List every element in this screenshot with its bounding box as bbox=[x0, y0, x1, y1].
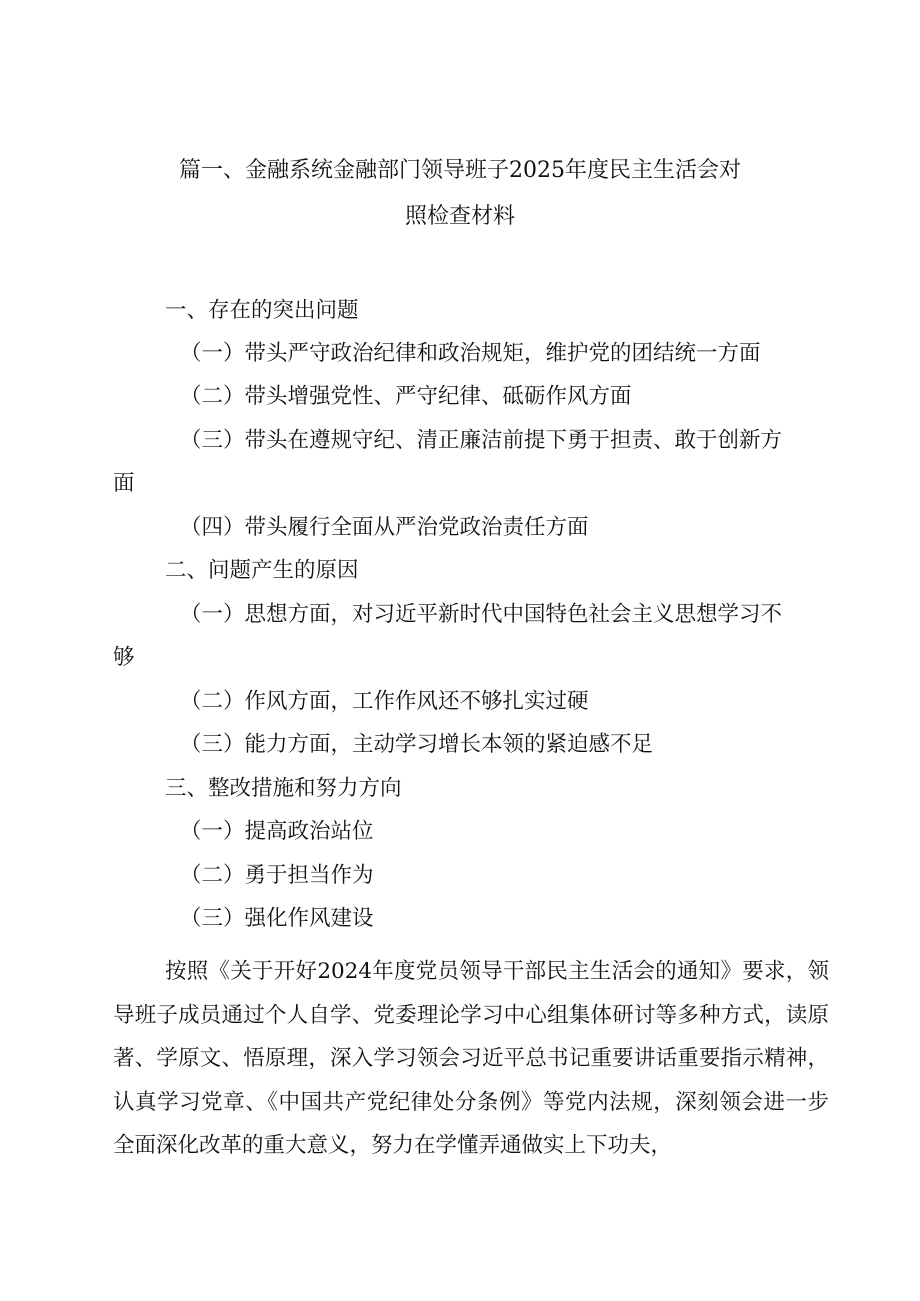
section-3-item-2: （二）勇于担当作为 bbox=[180, 863, 374, 888]
document-title-line-2: 照检查材料 bbox=[404, 204, 515, 229]
section-3-item-3: （三）强化作风建设 bbox=[180, 906, 374, 931]
section-1-item-2: （二）带头增强党性、严守纪律、砥砺作风方面 bbox=[180, 384, 632, 409]
section-1-item-3-continued: 面 bbox=[113, 471, 135, 496]
section-1-heading: 一、存在的突出问题 bbox=[165, 298, 359, 323]
document-title-line-1: 篇一、金融系统金融部门领导班子2025年度民主生活会对 bbox=[179, 158, 741, 183]
section-3-heading: 三、整改措施和努力方向 bbox=[165, 776, 402, 801]
section-2-item-1: （一）思想方面，对习近平新时代中国特色社会主义思想学习不 bbox=[180, 602, 783, 627]
body-paragraph: 按照《关于开好2024年度党员领导干部民主生活会的通知》要求，领导班子成员通过个人自学、党委理论学习中心组集体研讨等多种方式，读原著、学原文、悟原理，深入学习领会习近平总书记重要讲话重要指示精神，认真学习党章、《中国共产党纪律处分条例》等党内法规，深刻领会进一步全面深化改革的重大意义，努力在学懂弄通做实上下功夫， bbox=[113, 959, 829, 1158]
section-1-item-4: （四）带头履行全面从严治党政治责任方面 bbox=[180, 515, 589, 540]
section-1-item-1: （一）带头严守政治纪律和政治规矩，维护党的团结统一方面 bbox=[180, 341, 761, 366]
section-2-item-2: （二）作风方面，工作作风还不够扎实过硬 bbox=[180, 689, 589, 714]
section-1-item-3: （三）带头在遵规守纪、清正廉洁前提下勇于担责、敢于创新方 bbox=[180, 428, 783, 453]
section-2-heading: 二、问题产生的原因 bbox=[165, 558, 359, 583]
section-2-item-3: （三）能力方面，主动学习增长本领的紧迫感不足 bbox=[180, 732, 654, 757]
section-2-item-1-continued: 够 bbox=[113, 645, 135, 670]
section-3-item-1: （一）提高政治站位 bbox=[180, 819, 374, 844]
